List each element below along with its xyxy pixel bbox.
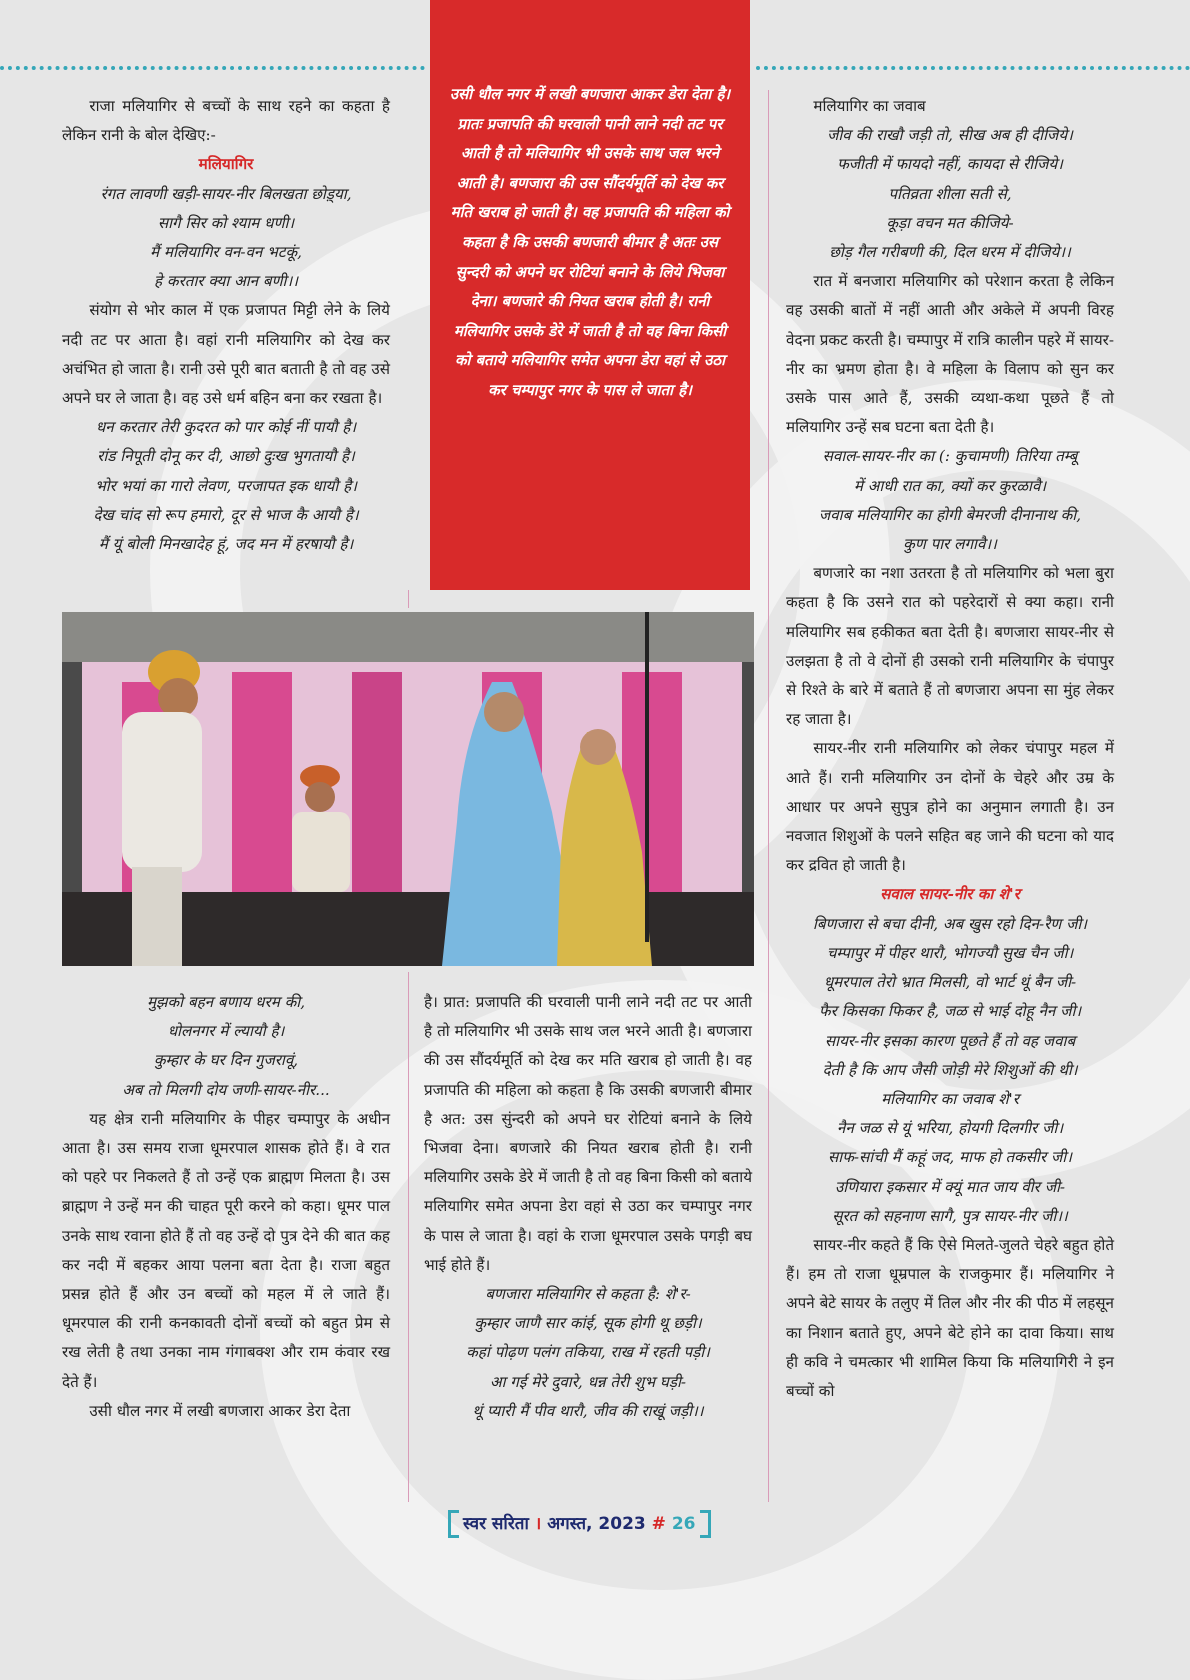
verse-line: पतिव्रता शीला सती से, xyxy=(888,184,1012,203)
verse-line: बिणजारा से बचा दीनी, अब खुस रहो दिन-रैण जी। xyxy=(812,914,1088,933)
verse-line: आ गई मेरे दुवारे, धन्न तेरी शुभ घड़ी- xyxy=(489,1372,687,1391)
top-dotted-rule-right xyxy=(756,66,1190,70)
verse-line: साफ-सांची मैं कहूं जद, माफ हो तकसीर जी। xyxy=(827,1148,1072,1167)
column-divider xyxy=(408,972,409,1502)
verse-line: कूड़ा वचन मत कीजिये- xyxy=(886,213,1014,232)
verse-line: फजीती में फायदो नहीं, कायदा से रीजिये। xyxy=(837,155,1063,174)
right-bracket-icon xyxy=(700,1510,711,1538)
verse-line: जवाब मलियागिर का होगी बेमरजी दीनानाथ की, xyxy=(818,505,1082,524)
middle-column-bottom xyxy=(424,988,752,1426)
paragraph: रात में बनजारा मलियागिर को परेशान करता है लेकिन वह उसकी बातों में नहीं आती और अकेले में अपनी विरह वेदना प्रकट करती है। चम्पापुर में रात्रि कालीन पहरे में सायर-नीर का भ्रमण होता है। वे महिला के विलाप को सुन कर उसके पास आते हैं, उसकी व्यथा-कथा पूछते हैं तो मलियागिर उन्हें सब घटना बता देती है। xyxy=(786,272,1114,437)
verse-line: मलियागिर का जवाब शे'र xyxy=(881,1089,1019,1108)
pull-quote-box xyxy=(430,0,750,590)
verse-line: छोड़ गैल गरीबणी की, दिल धरम में दीजिये।। xyxy=(829,243,1071,262)
verse-line: जीव की राखौ जड़ी तो, सीख अब ही दीजिये। xyxy=(827,126,1073,145)
page-footer xyxy=(448,1510,738,1536)
left-column-top xyxy=(62,92,390,559)
paragraph: है। प्रात: प्रजापति की घरवाली पानी लाने नदी तट पर आती है तो मलियागिर भी उसके साथ जल भरने आती है। बणजारा की उस सौंदर्यमूर्ति को देख कर मति खराब हो जाती है। वह प्रजापति की महिला को कहता है कि उसकी बणजारी बीमार है अत: उस सुंन्दरी को अपने घर रोटियां बनाने के लिये भिजवा देना। बणजारे की नियत खराब होती है। रानी मलियागिर उसके डेरे में जाती है तो वह बिना किसी को बताये मलियागिर समेत अपना डेरा वहां से उठा कर चम्पापुर नगर के पास ले जाता है। वहां के राजा धूमरपाल उसके पगड़ी बघ भाई होते हैं। xyxy=(424,993,752,1274)
left-bracket-icon xyxy=(448,1510,459,1538)
verse-line: धन करतार तेरी कुदरत को पार कोई नीं पायौ है। xyxy=(95,418,357,437)
hash-mark: # xyxy=(651,1514,666,1534)
verse-line: देती है कि आप जैसी जोड़ी मेरे शिशुओं की थी। xyxy=(822,1060,1078,1079)
paragraph: बणजारे का नशा उतरता है तो मलियागिर को भला बुरा कहता है कि उसने रात को पहरेदारों से क्या कहा। रानी मलियागिर सब हकीकत बता देती है। बणजारा सायर-नीर से उलझता है तो वे दोनों ही उसको रानी मलियागिर के चंपापुर से रिश्ते के बारे में बताते हैं तो बणजारा अपना सा मुंह लेकर रह जाता है। xyxy=(786,564,1114,729)
verse-line: सायर-नीर इसका कारण पूछते हैं तो वह जवाब xyxy=(824,1031,1076,1050)
verse-line: उणियारा इकसार में क्यूं मात जाय वीर जी- xyxy=(834,1177,1066,1196)
verse-line: मैं यूं बोली मिनखादेह हूं, जद मन में हरषायौ है। xyxy=(98,535,354,554)
verse-line: नैन जळ से यूं भरिया, होयगी दिलगीर जी। xyxy=(836,1119,1064,1138)
paragraph: मलियागिर का जवाब xyxy=(813,97,926,115)
paragraph: संयोग से भोर काल में एक प्रजापत मिट्टी लेने के लिये नदी तट पर आता है। वहां रानी मलियागिर को देख कर अचंभित हो जाता है। रानी उसे पूरी बात बताती है तो वह उसे अपने घर ले जाता है। वह उसे धर्म बहिन बना कर रखता है। xyxy=(62,301,390,408)
magazine-name: स्वर सरिता xyxy=(463,1514,529,1534)
verse-line: सवाल-सायर-नीर का (: कुचामणी) तिरिया तम्बू xyxy=(822,447,1078,466)
column-divider xyxy=(408,590,409,608)
stage-performance-photo xyxy=(62,612,754,966)
section-heading: सवाल सायर-नीर का शे'र xyxy=(880,885,1020,904)
top-dotted-rule-left xyxy=(0,66,425,70)
verse-line: भोर भयां का गारो लेवण, परजापत इक धायौ है। xyxy=(95,476,357,495)
verse-line: हे करतार क्या आन बणी।। xyxy=(154,272,298,291)
paragraph: उसी धौल नगर में लखी बणजारा आकर डेरा देता xyxy=(89,1401,351,1420)
paragraph: यह क्षेत्र रानी मलियागिर के पीहर चम्पापुर के अधीन आता है। उस समय राजा धूमरपाल शासक होते हैं। वे रात को पहरे पर निकलते हैं तो उन्हें एक ब्राह्मण मिलता है। उस ब्राह्मण ने उन्हें मन की चाहत पूरी करने को कहा। धूमर पाल उनके साथ रवाना होते हैं तो वह उन्हें दो पुत्र देने की बात कह कर नदी में बहकर आया पलना बता देता है। राजा बहुत प्रसन्न होते हैं और उन बच्चों को महल में ले जाते हैं। धूमरपाल की रानी कनकावती दोनों बच्चों को बहुत प्रेम से रख लेती है तथा उनका नाम गंगाबक्श और राम कंवार रख देते हैं। xyxy=(62,1109,390,1391)
column-divider xyxy=(768,90,769,1502)
page-number: 26 xyxy=(671,1514,696,1534)
verse-line: कहां पोढ़ण पलंग तकिया, राख में रहती पड़ी। xyxy=(466,1343,710,1362)
verse-line: थूं प्यारी मैं पीव थारौ, जीव की राखूं जड़ी।। xyxy=(472,1401,704,1420)
footer-separator: । xyxy=(534,1514,542,1534)
verse-line: रांड निपूती दोनू कर दी, आछो दुःख भुगतायौ है। xyxy=(97,447,355,466)
verse-line: में आधी रात का, क्यों कर कुरळावै। xyxy=(853,476,1047,495)
pull-quote-text: उसी धौल नगर में लखी बणजारा आकर डेरा देता है। प्रातः प्रजापति की घरवाली पानी लाने नदी तट पर आती है तो मलियागिर भी उसके साथ जल भरने आती है। बणजारा की उस सौंदर्यमूर्ति को देख कर मति खराब हो जाती है। वह प्रजापति की महिला को कहता है कि उसकी बणजारी बीमार है अतः उस सुन्दरी को अपने घर रोटियां बनाने के लिये भिजवा देना। बणजारे की नियत खराब होती है। रानी मलियागिर उसके डेरे में जाती है तो वह बिना किसी को बताये मलियागिर समेत अपना डेरा वहां से उठा कर चम्पापुर नगर के पास ले जाता है। xyxy=(449,85,731,399)
verse-line: मैं मलियागिर वन-वन भटकूं, xyxy=(149,243,303,262)
verse-line: बणजारा मलियागिर से कहता है: शे'र- xyxy=(485,1285,691,1304)
verse-line: कुम्हार के घर दिन गुजरावूं, xyxy=(153,1051,299,1070)
verse-line: सूरत को सहनाण सागै, पुत्र सायर-नीर जी।। xyxy=(832,1206,1068,1225)
verse-line: फैर किसका फिकर है, जळ से भाई दोहू नैन जी। xyxy=(818,1002,1082,1021)
verse-line: अब तो मिलगी दोय जणी-सायर-नीर... xyxy=(122,1080,330,1099)
right-column xyxy=(786,92,1114,1406)
left-column-bottom xyxy=(62,988,390,1426)
section-heading: मलियागिर xyxy=(198,155,254,174)
verse-line: कुम्हार जाणै सार कांई, सूक होगी थू छड़ी। xyxy=(474,1314,702,1333)
verse-line: देख चांद सो रूप हमारो, दूर से भाज कै आयौ है। xyxy=(93,505,359,524)
paragraph: राजा मलियागिर से बच्चों के साथ रहने का कहता है लेकिन रानी के बोल देखिए:- xyxy=(62,97,390,145)
verse-line: मुझको बहन बणाय धरम की, xyxy=(146,993,306,1011)
issue-date: अगस्त, 2023 xyxy=(547,1514,646,1534)
verse-line: चम्पापुर में पीहर थारौ, भोगज्यौ सुख चैन जी। xyxy=(826,943,1074,962)
verse-line: रंगत लावणी खड़ी-सायर-नीर बिलखता छोड़्या, xyxy=(100,184,352,203)
verse-line: धूमरपाल तेरो भ्रात मिलसी, वो भार्ट थूं बैन जी- xyxy=(823,973,1077,992)
verse-line: धोलनगर में ल्यायौ है। xyxy=(167,1022,285,1041)
verse-line: कुण पार लगावै।। xyxy=(903,535,997,554)
paragraph: सायर-नीर रानी मलियागिर को लेकर चंपापुर महल में आते हैं। रानी मलियागिर उन दोनों के चेहरे और उम्र के आधार पर अपने सुपुत्र होने का अनुमान लगाती है। उन नवजात शिशुओं के पलने सहित बह जाने की घटना को याद कर द्रवित हो जाती है। xyxy=(786,739,1114,875)
paragraph: सायर-नीर कहते हैं कि ऐसे मिलते-जुलते चेहरे बहुत होते हैं। हम तो राजा धूम्रपाल के राजकुमार हैं। मलियागिर ने अपने बेटे सायर के तलुए में तिल और नीर की पीठ में लहसून का निशान बताते हुए, अपने बेटे होने का दावा किया। साथ ही कवि ने चमत्कार भी शामिल किया कि मलियागिरी ने इन बच्चों को xyxy=(786,1235,1114,1400)
verse-line: सागै सिर को श्याम धणी। xyxy=(157,213,295,232)
